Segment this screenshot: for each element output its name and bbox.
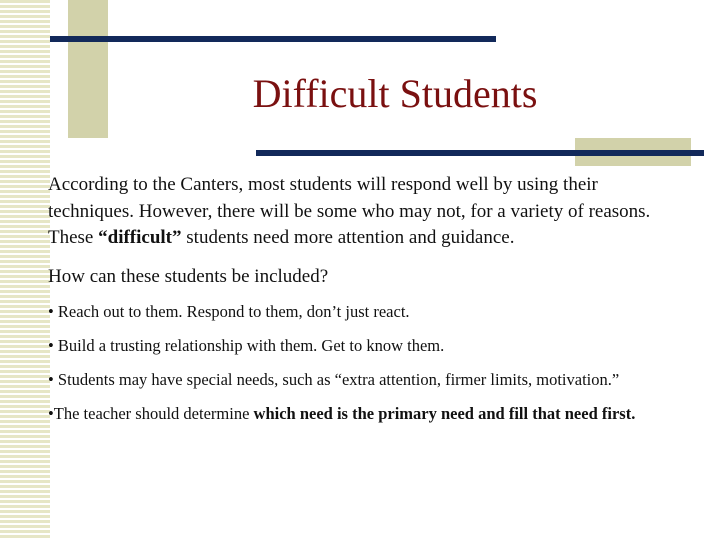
bullet-item-last — [48, 402, 688, 426]
bullet-item: • Build a trusting relationship with them. Get to know them. — [48, 335, 445, 355]
bullet-bold-text: which need is the primary need and fill that need first. — [253, 403, 636, 423]
intro-text-start: According to the Canters, most students will respond well by using their techniques. However, there will be some who may not, for a variety of reasons. These — [48, 174, 651, 248]
bullet-item: • Students may have special needs, such as “extra attention, firmer limits, motivation.” — [48, 369, 620, 389]
decorative-stripe-bar — [0, 0, 50, 540]
intro-emphasis: “difficult” — [98, 227, 182, 248]
slide-title: Difficult Students — [252, 71, 538, 116]
decorative-navy-line-bottom — [256, 150, 704, 156]
bullet-item: • Reach out to them. Respond to them, don’t just react. — [48, 301, 410, 321]
question-text: How can these students be included? — [48, 265, 329, 287]
decorative-navy-line-top — [50, 36, 496, 42]
decorative-tan-block-top — [68, 0, 108, 138]
intro-text-end: students need more attention and guidance. — [181, 227, 515, 248]
slide-body — [48, 172, 688, 426]
intro-paragraph — [48, 172, 688, 252]
bullet-text-start: •The teacher should determine — [48, 403, 254, 423]
